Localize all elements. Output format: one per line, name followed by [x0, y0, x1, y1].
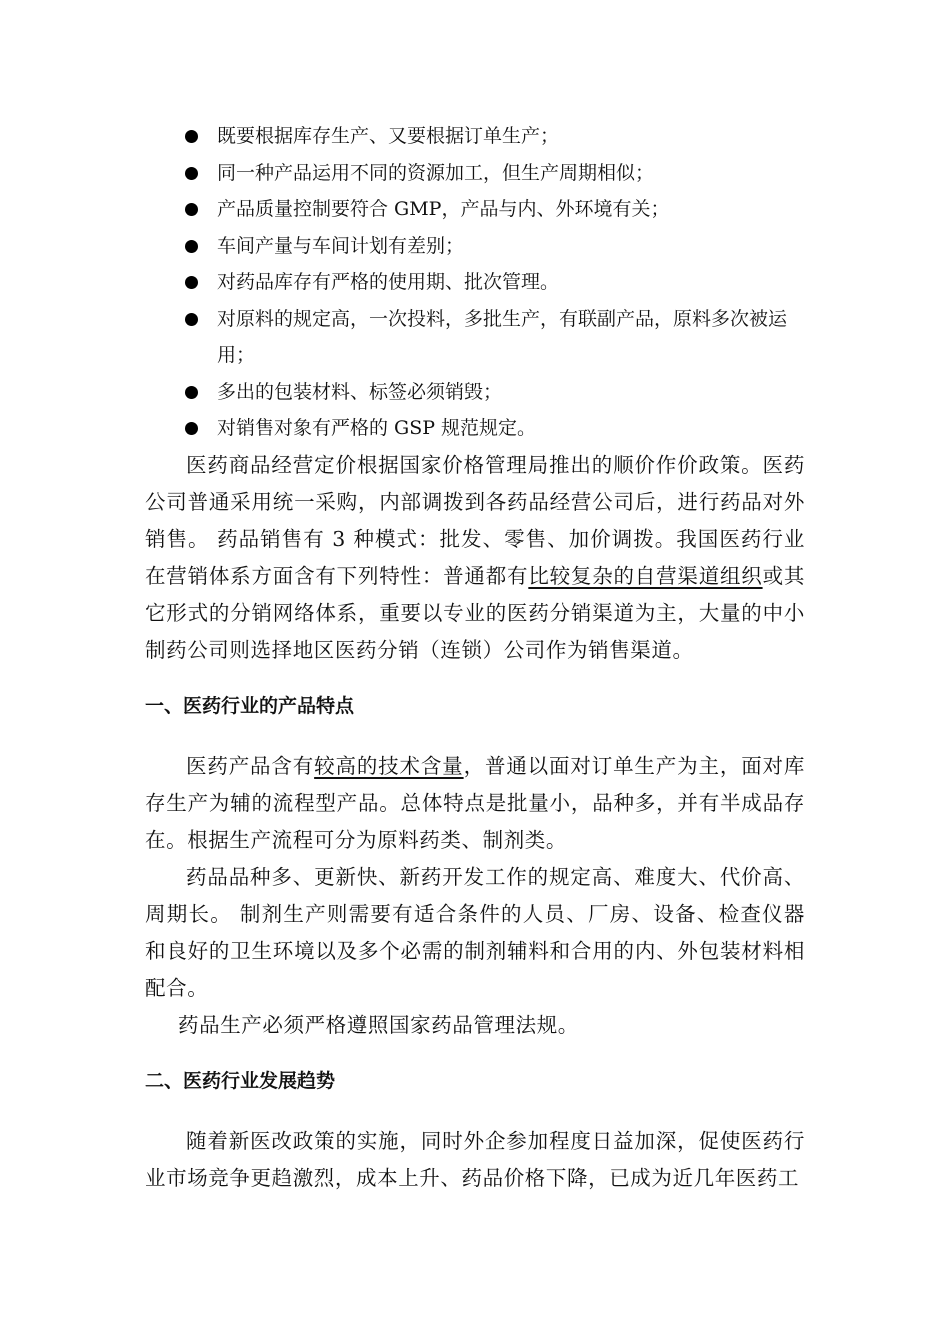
intro-paragraph: [145, 447, 805, 669]
feature-list: [145, 118, 805, 447]
list-item-text: 产品质量控制要符合 GMP，产品与内、外环境有关；: [217, 198, 670, 220]
list-item-text: 车间产量与车间计划有差别；: [217, 234, 465, 257]
list-item-text: 既要根据库存生产、又要根据订单生产；: [217, 125, 560, 147]
bullet-icon: [185, 313, 198, 326]
products-paragraph-2: 药品品种多、更新快、新药开发工作的规定高、难度大、代价高、周期长。 制剂生产则需要有适合条件的人员、厂房、设备、检查仪器和良好的卫生环境以及多个必需的制剂辅料和合用的内、外包装材料相配合。: [145, 864, 805, 1000]
bullet-icon: [185, 203, 198, 216]
list-item: [145, 264, 805, 301]
list-item-text: 对原料的规定高，一次投料，多批生产，有联副产品，原料多次被运用；: [217, 307, 788, 366]
intro-text-end: 或其它形式的分销网络体系，重要以专业的医药分销渠道为主，大量的中小制药公司则选择地区医药分销（连锁）公司作为销售渠道。: [145, 563, 805, 662]
products-paragraph-1: [145, 748, 805, 859]
underlined-phrase: 比较复杂的自营渠道组织: [528, 563, 763, 588]
bullet-icon: [185, 276, 198, 289]
list-item: [145, 410, 805, 447]
bullet-icon: [185, 386, 198, 399]
list-item: [145, 118, 805, 155]
bullet-icon: [185, 130, 198, 143]
list-item: [145, 228, 805, 265]
paragraph-text-start: 医药产品含有: [186, 753, 315, 778]
document-page: [145, 118, 805, 1197]
list-item-text: 同一种产品运用不同的资源加工，但生产周期相似；: [217, 161, 655, 184]
list-item-text: 多出的包装材料、标签必须销毁；: [217, 380, 503, 403]
paragraph-text-end: ，普通以面对订单生产为主，面对库存生产为辅的流程型产品。总体特点是批量小，品种多，并有半成品存在。根据生产流程可分为原料药类、制剂类。: [145, 753, 806, 852]
trends-paragraph-1: 随着新医改政策的实施，同时外企参加程度日益加深，促使医药行业市场竞争更趋激烈，成本上升、药品价格下降，已成为近几年医药工: [145, 1128, 805, 1190]
list-item-text: 对销售对象有严格的 GSP 规范规定。: [217, 417, 537, 439]
bullet-icon: [185, 240, 198, 253]
list-item-text: 对药品库存有严格的使用期、批次管理。: [217, 271, 560, 293]
products-paragraph-3: 药品生产必须严格遵照国家药品管理法规。: [178, 1012, 579, 1037]
list-item: [145, 191, 805, 228]
intro-text-start: 医药商品经营定价根据国家价格管理局推出的顺价作价政策。医药公司普通采用统一采购，内部调拨到各药品经营公司后，进行药品对外销售。 药品销售有 3 种模式：批发、零售、加价调拨。我国医药行业在营销体系方面含有下列特性：普通都有: [145, 452, 805, 588]
bullet-icon: [185, 167, 198, 180]
bullet-icon: [185, 422, 198, 435]
list-item: [145, 374, 805, 411]
list-item: [145, 301, 805, 374]
section-heading-trends: 二、医药行业发展趋势: [145, 1069, 336, 1092]
underlined-phrase: 较高的技术含量: [314, 753, 464, 778]
section-heading-products: 一、医药行业的产品特点: [145, 694, 355, 717]
list-item: [145, 155, 805, 192]
